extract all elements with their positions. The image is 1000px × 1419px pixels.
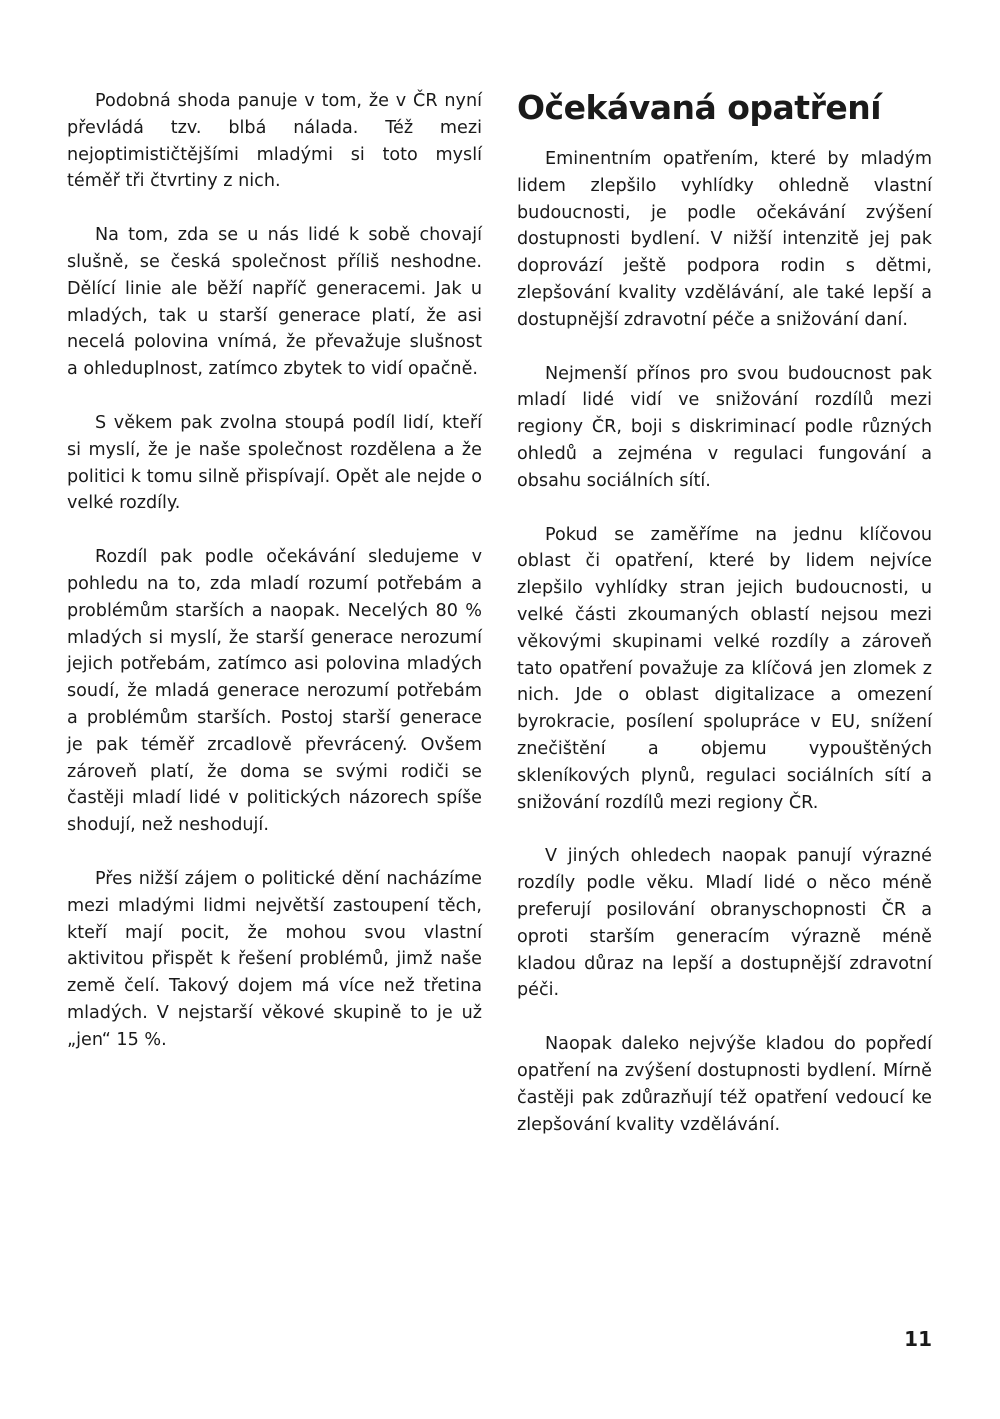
page-number: 11 bbox=[904, 1327, 932, 1351]
paragraph: V jiných ohledech naopak panují výrazné rozdíly podle věku. Mladí lidé o něco méně preferují posilování obranyschopnosti ČR a oproti starším generacím výrazně méně kladou důraz na lepší a dostupnější zdravotní péči. bbox=[517, 846, 932, 1001]
paragraph: Rozdíl pak podle očekávání sledujeme v pohledu na to, zda mladí rozumí potřebám a problémům starších a naopak. Necelých 80 % mladých si myslí, že starší generace nerozumí jejich potřebám, zatímco asi polovina mladých soudí, že mladá generace nerozumí potřebám a problémům starších. Postoj starší generace je pak téměř zrcadlově převrácený. Ovšem zároveň platí, že doma se svými rodiči se častěji mladí lidé v politických názorech spíše shodují, než neshodují. bbox=[67, 547, 482, 836]
right-column bbox=[517, 88, 932, 1165]
paragraph: Eminentním opatřením, které by mladým lidem zlepšilo vyhlídky ohledně vlastní budoucnosti, je podle očekávání zvýšení dostupnosti bydlení. V nižší intenzitě jej pak doprovází ještě podpora rodin s dětmi, zlepšování kvality vzdělávání, ale také lepší a dostupnější zdravotní péče a snižování daní. bbox=[517, 149, 932, 330]
paragraph: S věkem pak zvolna stoupá podíl lidí, kteří si myslí, že je naše společnost rozdělena a že politici k tomu silně přispívají. Opět ale nejde o velké rozdíly. bbox=[67, 412, 482, 514]
paragraph: Na tom, zda se u nás lidé k sobě chovají slušně, se česká společnost příliš neshodne. Dělící linie ale běží napříč generacemi. Jak u mladých, tak u starší generace platí, že asi necelá polovina vnímá, že převažuje slušnost a ohleduplnost, zatímco zbytek to vidí opačně. bbox=[67, 225, 482, 380]
section-body bbox=[517, 146, 932, 1138]
paragraph: Pokud se zaměříme na jednu klíčovou oblast či opatření, které by lidem nejvíce zlepšilo vyhlídky stran jejich budoucnosti, u velké části zkoumaných oblastí nejsou mezi věkovými skupinami velké rozdíly a zároveň tato opatření považuje za klíčová jen zlomek z nich. Jde o oblast digitalizace a omezení byrokracie, posílení spolupráce v EU, snížení znečištění a objemu vypouštěných skleníkových plynů, regulaci sociálních sítí a snižování rozdílů mezi regiony ČR. bbox=[517, 524, 932, 813]
section-heading: Očekávaná opatření bbox=[517, 88, 882, 127]
paragraph: Nejmenší přínos pro svou budoucnost pak mladí lidé vidí ve snižování rozdílů mezi regiony ČR, boji s diskriminací podle různých ohledů a zejména v regulaci fungování a obsahu sociálních sítí. bbox=[517, 363, 932, 491]
paragraph: Podobná shoda panuje v tom, že v ČR nyní převládá tzv. blbá nálada. Též mezi nejoptimističtějšími mladými si toto myslí téměř tři čtvrtiny z nich. bbox=[67, 91, 482, 192]
left-column bbox=[67, 88, 482, 1081]
paragraph: Přes nižší zájem o politické dění nacházíme mezi mladými lidmi největší zastoupení těch, kteří mají pocit, že mohou svou vlastní aktivitou přispět k řešení problémů, jimž naše země čelí. Takový dojem má více než třetina mladých. V nejstarší věkové skupině to je už „jen“ 15 %. bbox=[67, 868, 482, 1050]
paragraph: Naopak daleko nejvýše kladou do popředí opatření na zvýšení dostupnosti bydlení. Mírně častěji pak zdůrazňují též opatření vedoucí ke zlepšování kvality vzdělávání. bbox=[517, 1034, 932, 1135]
